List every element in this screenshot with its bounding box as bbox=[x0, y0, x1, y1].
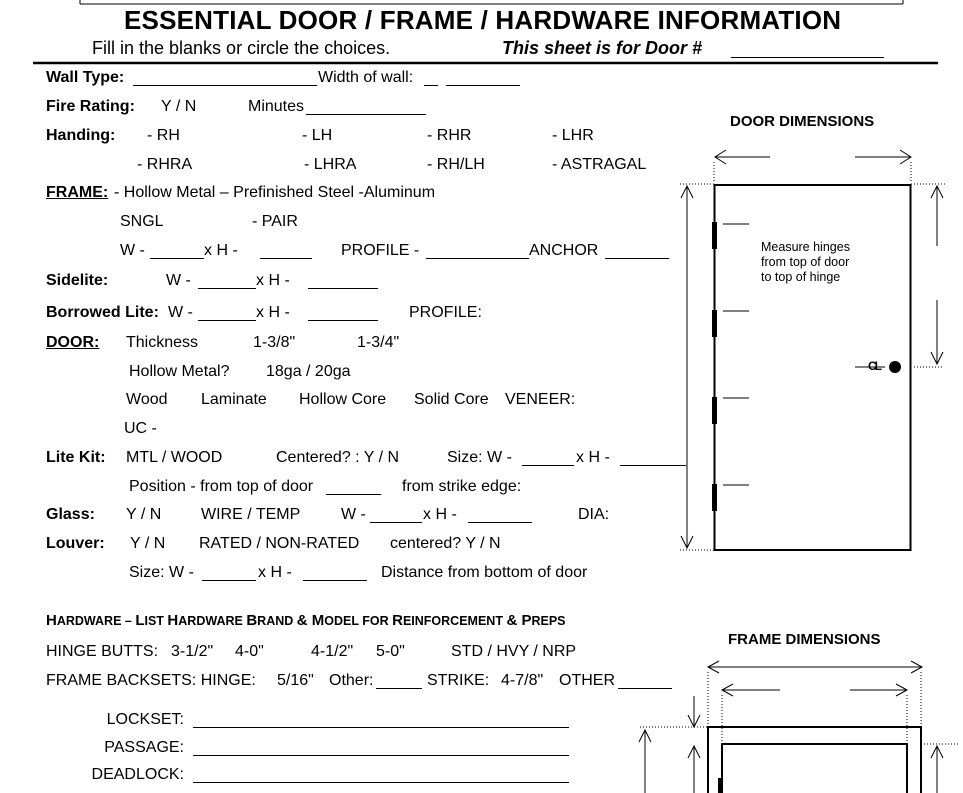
hardware-heading-part: L bbox=[135, 612, 145, 629]
door-uc-label: UC - bbox=[124, 420, 157, 437]
borrowed-lite-xh-label: x H - bbox=[256, 304, 290, 321]
door-thickness-1-3-4[interactable]: 1-3/4" bbox=[357, 334, 400, 351]
hinge-note-line-2: from top of door bbox=[761, 255, 850, 269]
handing-astragal[interactable]: - ASTRAGAL bbox=[552, 156, 647, 173]
glass-label: Glass: bbox=[46, 506, 95, 523]
louver-distance-label: Distance from bottom of door bbox=[381, 564, 588, 581]
hinge-butts-4-0[interactable]: 4-0" bbox=[235, 643, 264, 660]
frame-options[interactable]: - Hollow Metal – Prefinished Steel -Aluminum bbox=[114, 184, 436, 201]
hinge-butts-3-1-2[interactable]: 3-1/2" bbox=[171, 643, 214, 660]
frame-sngl[interactable]: SNGL bbox=[120, 213, 164, 230]
minutes-label: Minutes bbox=[248, 98, 305, 115]
hardware-heading-part: EINFORCEMENT bbox=[402, 614, 507, 628]
door-solid-core[interactable]: Solid Core bbox=[414, 391, 489, 408]
door-wood[interactable]: Wood bbox=[126, 391, 168, 408]
borrowed-lite-profile-label: PROFILE: bbox=[409, 304, 482, 321]
hinge-butts-label: HINGE BUTTS: bbox=[46, 643, 159, 660]
door-veneer[interactable]: VENEER: bbox=[505, 391, 576, 408]
hardware-heading-part: H bbox=[167, 612, 179, 629]
louver-xh-label: x H - bbox=[258, 564, 292, 581]
hardware-heading-part: ARDWARE bbox=[178, 614, 247, 628]
hardware-heading-part: RAND bbox=[257, 614, 297, 628]
handing-lh[interactable]: - LH bbox=[302, 127, 333, 144]
glass-yn[interactable]: Y / N bbox=[126, 506, 162, 523]
glass-xh-label: x H - bbox=[423, 506, 457, 523]
handing-rhlh[interactable]: - RH/LH bbox=[427, 156, 485, 173]
lite-kit-size-label: Size: W - bbox=[447, 449, 512, 466]
strike-other-label: OTHER bbox=[559, 672, 615, 689]
fire-rating-label: Fire Rating: bbox=[46, 98, 135, 115]
door-label: DOOR: bbox=[46, 334, 100, 351]
hinge-note-line-3: to top of hinge bbox=[761, 270, 841, 284]
lockset-label: LOCKSET: bbox=[106, 711, 184, 728]
frame-profile-label: PROFILE - bbox=[341, 242, 420, 259]
fire-rating-yn[interactable]: Y / N bbox=[161, 98, 197, 115]
hinge-note-line-1: Measure hinges bbox=[761, 240, 850, 254]
sidelite-w-label: W - bbox=[166, 272, 191, 289]
door-gauge[interactable]: 18ga / 20ga bbox=[266, 363, 351, 380]
lite-kit-xh-label: x H - bbox=[576, 449, 610, 466]
frame-xh-label: x H - bbox=[204, 242, 238, 259]
frame-backsets-label: FRAME BACKSETS: HINGE: bbox=[46, 672, 256, 689]
door-dimensions-title: DOOR DIMENSIONS bbox=[730, 113, 875, 130]
handing-label: Handing: bbox=[46, 127, 116, 144]
lite-kit-centered[interactable]: Centered? : Y / N bbox=[276, 449, 400, 466]
door-thickness-1-3-8[interactable]: 1-3/8" bbox=[253, 334, 296, 351]
wall-type-label: Wall Type: bbox=[46, 69, 125, 86]
hardware-heading-part: REPS bbox=[531, 614, 566, 628]
hardware-heading-part: ARDWARE – bbox=[56, 614, 136, 628]
hardware-heading-part: IST bbox=[144, 614, 168, 628]
louver-rated[interactable]: RATED / NON-RATED bbox=[199, 535, 360, 552]
frame-dimensions-title: FRAME DIMENSIONS bbox=[728, 631, 881, 648]
glass-dia-label: DIA: bbox=[578, 506, 610, 523]
lite-kit-position-label: Position - from top of door bbox=[129, 478, 314, 495]
hinge-weight[interactable]: STD / HVY / NRP bbox=[451, 643, 577, 660]
lite-kit-strike-edge-label: from strike edge: bbox=[402, 478, 522, 495]
wall-width-label: Width of wall: bbox=[318, 69, 414, 86]
hardware-heading-part: R bbox=[392, 612, 403, 629]
hardware-heading-part: B bbox=[246, 612, 258, 629]
sidelite-label: Sidelite: bbox=[46, 272, 109, 289]
hardware-heading-part: & P bbox=[506, 612, 532, 629]
hinge-butts-4-1-2[interactable]: 4-1/2" bbox=[311, 643, 354, 660]
door-hollow-core[interactable]: Hollow Core bbox=[299, 391, 387, 408]
deadlock-label: DEADLOCK: bbox=[91, 766, 184, 783]
strike-value[interactable]: 4-7/8" bbox=[501, 672, 544, 689]
glass-w-label: W - bbox=[341, 506, 366, 523]
sidelite-xh-label: x H - bbox=[256, 272, 290, 289]
lite-kit-label: Lite Kit: bbox=[46, 449, 106, 466]
strike-label: STRIKE: bbox=[427, 672, 490, 689]
louver-size-label: Size: W - bbox=[129, 564, 194, 581]
glass-type[interactable]: WIRE / TEMP bbox=[201, 506, 301, 523]
louver-yn[interactable]: Y / N bbox=[130, 535, 166, 552]
frame-w-label: W - bbox=[120, 242, 145, 259]
borrowed-lite-label: Borrowed Lite: bbox=[46, 304, 159, 321]
frame-label: FRAME: bbox=[46, 184, 109, 201]
handing-rh[interactable]: - RH bbox=[147, 127, 180, 144]
hardware-heading-part: & M bbox=[296, 612, 325, 629]
hinge-backset-value[interactable]: 5/16" bbox=[277, 672, 314, 689]
handing-rhr[interactable]: - RHR bbox=[427, 127, 472, 144]
hardware-heading-part: H bbox=[46, 612, 57, 629]
handing-rhra[interactable]: - RHRA bbox=[137, 156, 193, 173]
louver-label: Louver: bbox=[46, 535, 105, 552]
handing-lhra[interactable]: - LHRA bbox=[304, 156, 357, 173]
passage-label: PASSAGE: bbox=[104, 739, 184, 756]
borrowed-lite-w-label: W - bbox=[168, 304, 193, 321]
hollow-metal-label: Hollow Metal? bbox=[129, 363, 230, 380]
hardware-heading-part: ODEL FOR bbox=[324, 614, 393, 628]
frame-anchor-label: ANCHOR bbox=[529, 242, 599, 259]
hinge-butts-5-0[interactable]: 5-0" bbox=[376, 643, 405, 660]
centerline-symbol: CL bbox=[868, 359, 880, 373]
lite-kit-material[interactable]: MTL / WOOD bbox=[126, 449, 223, 466]
handing-lhr[interactable]: - LHR bbox=[552, 127, 594, 144]
backset-other-label: Other: bbox=[329, 672, 374, 689]
door-laminate[interactable]: Laminate bbox=[201, 391, 267, 408]
page-title: ESSENTIAL DOOR / FRAME / HARDWARE INFORMATION bbox=[124, 5, 842, 35]
instructions: Fill in the blanks or circle the choices. bbox=[92, 38, 391, 58]
frame-pair[interactable]: - PAIR bbox=[252, 213, 298, 230]
louver-centered[interactable]: centered? Y / N bbox=[390, 535, 501, 552]
door-number-label: This sheet is for Door # bbox=[502, 38, 703, 58]
door-thickness-label: Thickness bbox=[126, 334, 199, 351]
